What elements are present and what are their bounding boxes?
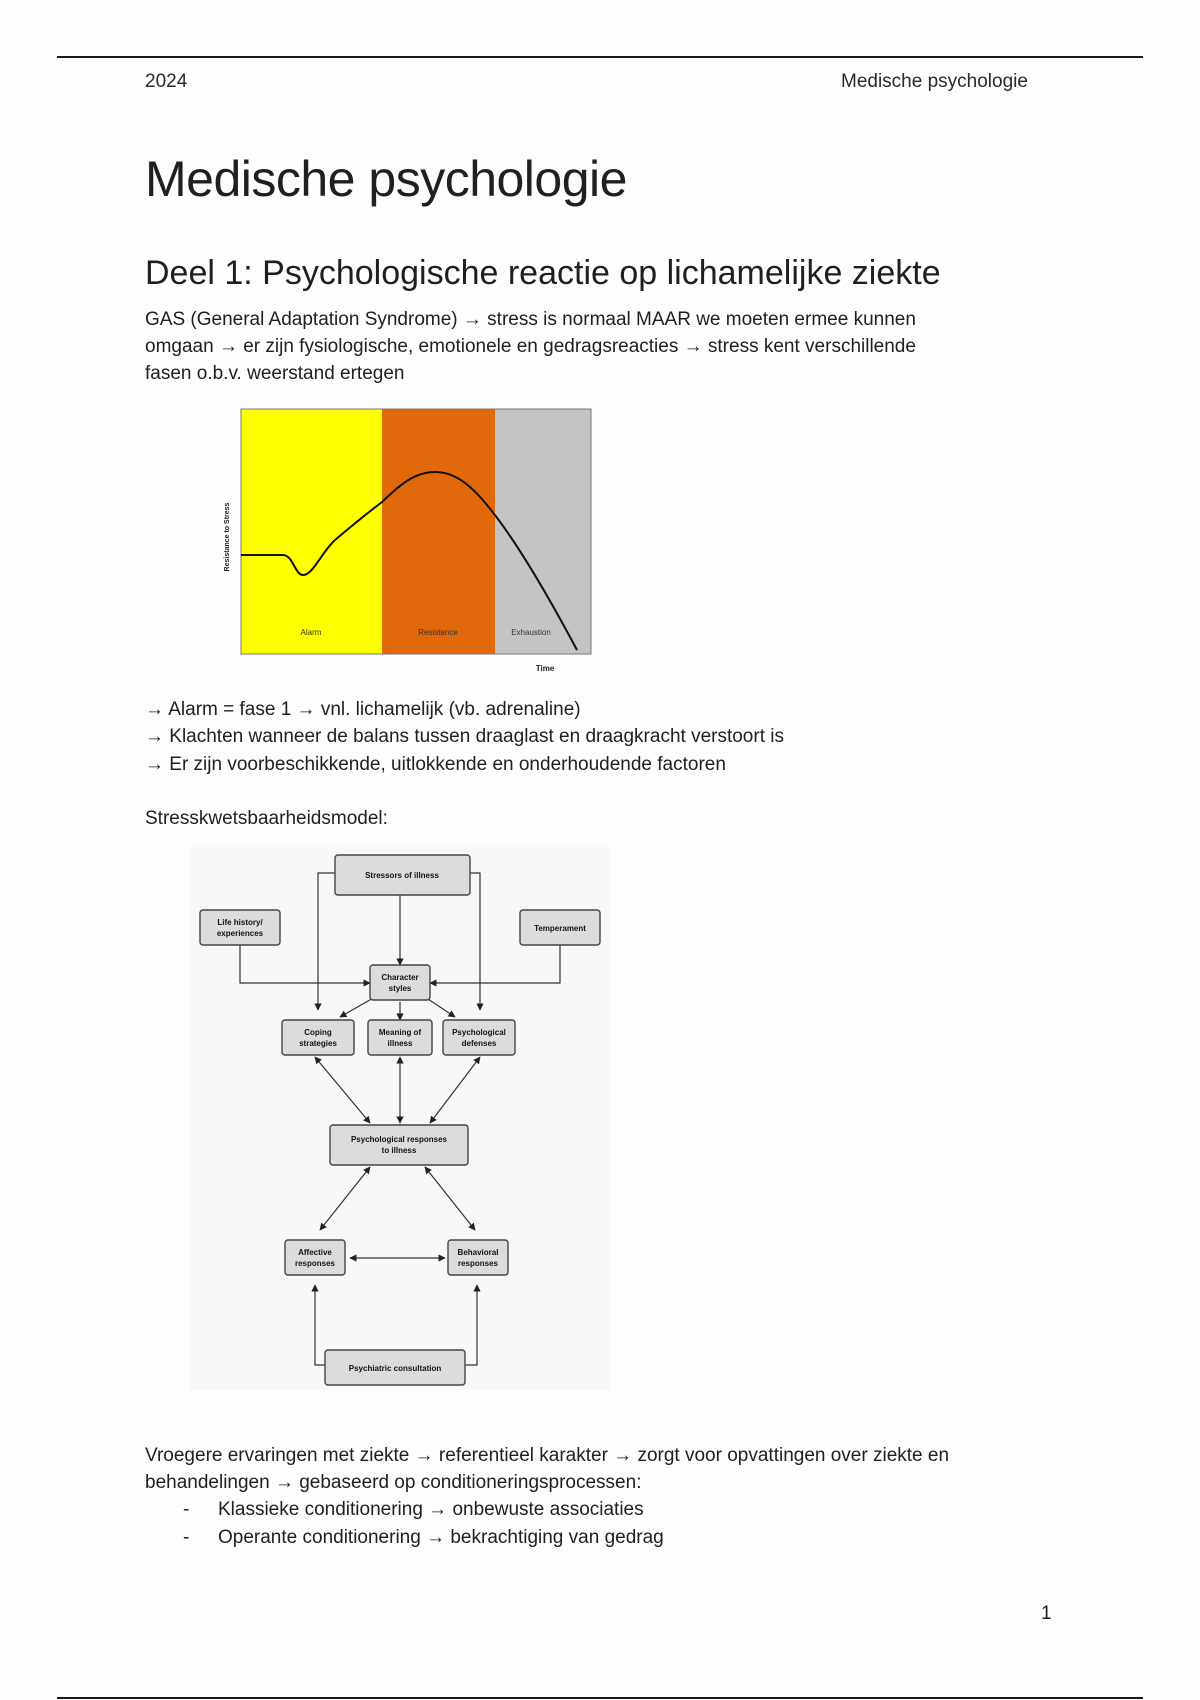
responses-box	[330, 1125, 468, 1165]
list-item	[183, 1496, 189, 1523]
affective-label: Affective	[298, 1248, 332, 1257]
list-item-text: Operante conditionering → bekrachtiging van gedrag	[218, 1527, 664, 1548]
phase-resistance-region	[382, 409, 495, 654]
list-item	[183, 1524, 189, 1551]
character-box	[370, 965, 430, 1000]
list-marker: -	[183, 1527, 190, 1548]
phase-exhaustion-region	[495, 409, 591, 654]
life-history-label: Life history/	[217, 918, 263, 927]
coping-label: strategies	[299, 1039, 337, 1048]
x-axis-label: Time	[535, 664, 555, 673]
phase-exhaustion-label: Exhaustion	[511, 628, 551, 637]
defenses-label: Psychological	[452, 1028, 506, 1037]
temperament-label: Temperament	[534, 924, 586, 933]
meaning-label: Meaning of	[378, 1028, 422, 1037]
meaning-box	[368, 1020, 432, 1055]
coping-box	[282, 1020, 354, 1055]
behavioral-box	[448, 1240, 508, 1275]
gas-figure	[215, 405, 605, 680]
intro-paragraph	[145, 306, 1045, 387]
phase-alarm-label: Alarm	[300, 628, 322, 637]
model-title: Stresskwetsbaarheidsmodel:	[145, 808, 388, 829]
list-marker: -	[183, 1499, 190, 1520]
consultation-label: Psychiatric consultation	[348, 1364, 442, 1373]
defenses-box	[443, 1020, 515, 1055]
closing-line: behandelingen → gebaseerd op conditioneringsprocessen:	[145, 1472, 642, 1493]
stressors-label: Stressors of illness	[365, 871, 439, 880]
phase-resistance-label: Resistance	[418, 628, 458, 637]
stress-vulnerability-diagram	[190, 845, 610, 1390]
character-label: styles	[388, 984, 412, 993]
affective-label: responses	[294, 1259, 336, 1268]
list-item-text: Klassieke conditionering → onbewuste associaties	[218, 1499, 644, 1520]
page-number: 1	[1041, 1603, 1052, 1624]
behavioral-label: Behavioral	[457, 1248, 499, 1257]
coping-label: Coping	[304, 1028, 332, 1037]
meaning-label: illness	[387, 1039, 413, 1048]
arrow-line: → Alarm = fase 1 → vnl. lichamelijk (vb. adrenaline)	[145, 699, 581, 720]
life-history-label: experiences	[216, 929, 264, 938]
section-title: Deel 1: Psychologische reactie op lichamelijke ziekte	[145, 254, 941, 292]
life-history-box	[200, 910, 280, 945]
intro-line: GAS (General Adaptation Syndrome) → stress is normaal MAAR we moeten ermee kunnen	[145, 309, 916, 330]
bottom-rule	[57, 1697, 1143, 1699]
header-title: Medische psychologie	[841, 71, 1028, 92]
document-title: Medische psychologie	[145, 151, 627, 207]
closing-line: Vroegere ervaringen met ziekte → referentieel karakter → zorgt voor opvattingen over ziekte en	[145, 1445, 950, 1466]
responses-label: to illness	[381, 1146, 417, 1155]
responses-label: Psychological responses	[350, 1135, 448, 1144]
behavioral-label: responses	[457, 1259, 499, 1268]
phase-alarm-region	[241, 409, 382, 654]
defenses-label: defenses	[461, 1039, 497, 1048]
affective-box	[285, 1240, 345, 1275]
header-year: 2024	[145, 71, 188, 92]
arrow-line: → Klachten wanneer de balans tussen draaglast en draagkracht verstoort is	[145, 726, 784, 747]
y-axis-label: Resistance to Stress	[224, 502, 231, 572]
intro-line: fasen o.b.v. weerstand ertegen	[145, 363, 405, 384]
character-label: Character	[381, 973, 419, 982]
arrow-line: → Er zijn voorbeschikkende, uitlokkende en onderhoudende factoren	[145, 754, 726, 775]
closing-paragraph	[145, 1442, 1125, 1496]
intro-line: omgaan → er zijn fysiologische, emotionele en gedragsreacties → stress kent verschillende	[145, 336, 916, 357]
top-rule	[57, 56, 1143, 58]
